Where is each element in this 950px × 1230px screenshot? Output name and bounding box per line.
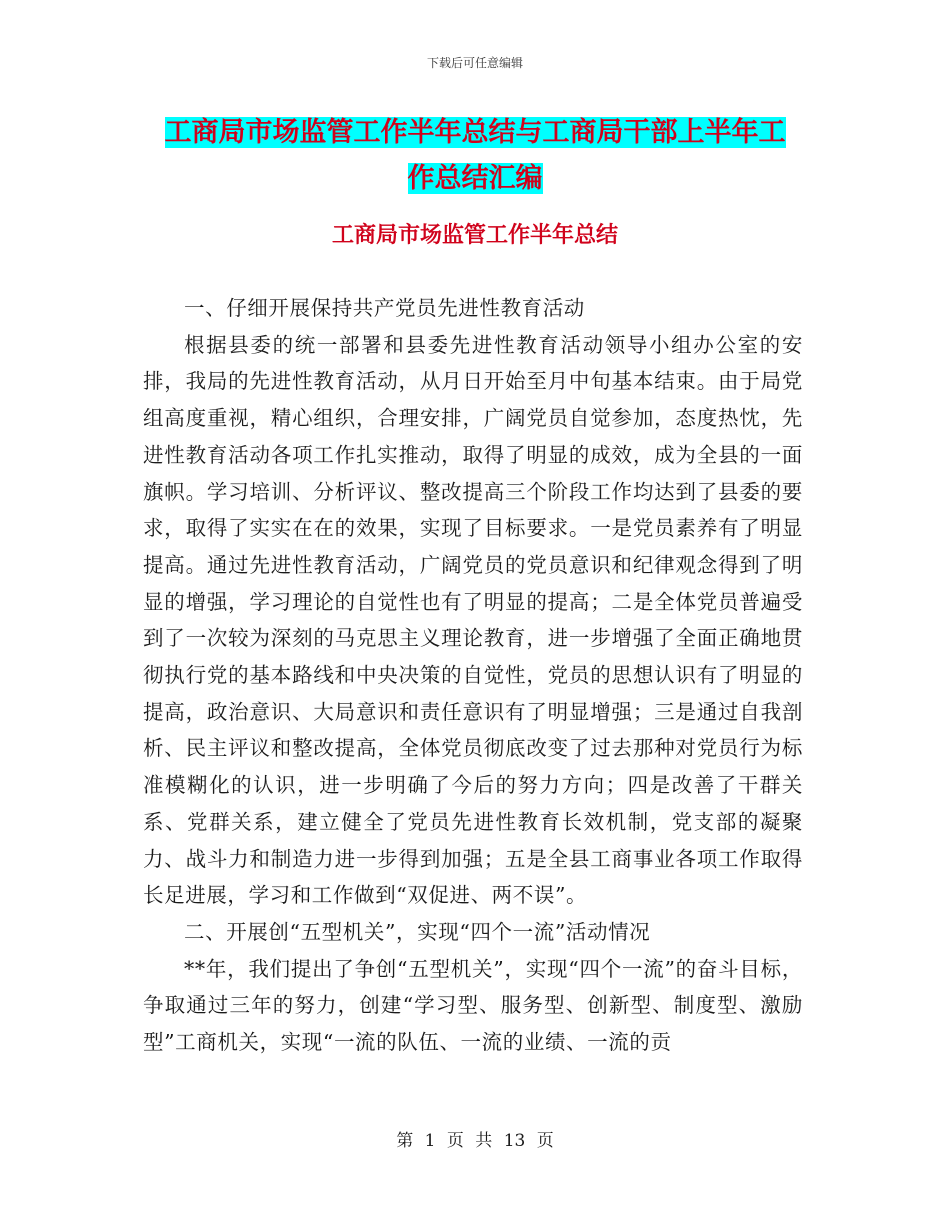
paragraph: 根据县委的统一部署和县委先进性教育活动领导小组办公室的安排，我局的先进性教育活动，从月日开始至月中旬基本结束。由于局党组高度重视，精心组织，合理安排，广阔党员自觉参加，态度热忱，先进性教育活动各项工作扎实推动，取得了明显的成效，成为全县的一面旗帜。学习培训、分析评议、整改提高三个阶段工作均达到了县委的要求，取得了实实在在的效果，实现了目标要求。一是党员素养有了明显提高。通过先进性教育活动，广阔党员的党员意识和纪律观念得到了明显的增强，学习理论的自觉性也有了明显的提高；二是全体党员普遍受到了一次较为深刻的马克思主义理论教育，进一步增强了全面正确地贯彻执行党的基本路线和中央决策的自觉性，党员的思想认识有了明显的提高，政治意识、大局意识和责任意识有了明显增强；三是通过自我剖析、民主评议和整改提高，全体党员彻底改变了过去那种对党员行为标准模糊化的认识，进一步明确了今后的努力方向；四是改善了干群关系、党群关系，建立健全了党员先进性教育长效机制，党支部的凝聚力、战斗力和制造力进一步得到加强；五是全县工商事业各项工作取得长足进展，学习和工作做到“双促进、两不误”。: [143, 332, 803, 908]
main-title: [150, 110, 800, 202]
header-note: 下载后可任意编辑: [426, 56, 523, 70]
body-text: [143, 290, 803, 1061]
main-title-line1: 工商局市场监管工作半年总结与工商局干部上半年工: [164, 117, 786, 148]
paragraph-heading-1: 一、仔细开展保持共产党员先进性教育活动: [184, 296, 585, 320]
paragraph: **年，我们提出了争创“五型机关”，实现“四个一流”的奋斗目标，争取通过三年的努力，创建“学习型、服务型、创新型、制度型、激励型”工商机关，实现“一流的队伍、一流的业绩、一流的贡: [143, 956, 803, 1055]
section-title: 工商局市场监管工作半年总结: [331, 223, 618, 248]
main-title-line2: 作总结汇编: [407, 163, 543, 194]
paragraph-heading-2: 二、开展创“五型机关”，实现“四个一流”活动情况: [184, 919, 651, 944]
page-footer: 第 1 页 共 13 页: [396, 1131, 554, 1151]
